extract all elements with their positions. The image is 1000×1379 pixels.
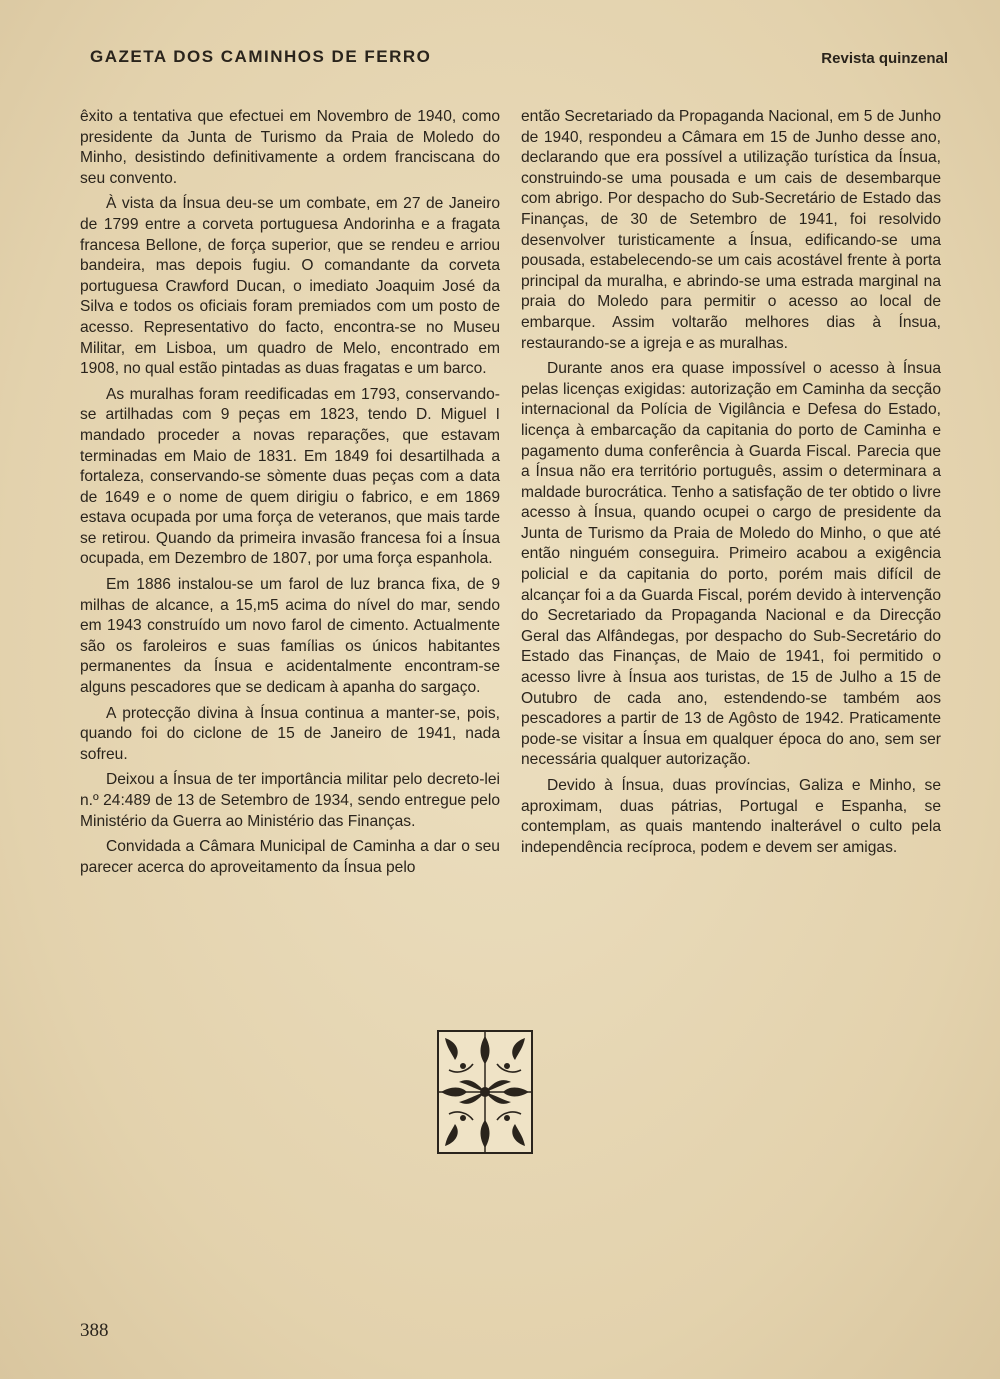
paragraph: Devido à Ínsua, duas províncias, Galiza e Minho, se aproximam, duas pátrias, Portugal e Espanha, se contemplam, as quais mantendo inalterável o culto pela independência recíproca, podem e devem ser amigas. [521, 777, 941, 856]
left-column [80, 107, 500, 883]
paragraph: Em 1886 instalou-se um farol de luz branca fixa, de 9 milhas de alcance, a 15,m5 acima do nível do mar, sendo em 1943 construído um novo farol de cimento. Actualmente são os faroleiros e suas famílias os únicos habitantes permanentes da Ínsua e acidentalmente encontram-se alguns pescadores que se dedicam à apanha do sargaço. [80, 576, 500, 697]
paragraph: Convidada a Câmara Municipal de Caminha a dar o seu parecer acerca do aproveitamento da Ínsua pelo [80, 838, 500, 876]
paragraph: As muralhas foram reedificadas em 1793, conservando-se artilhadas com 9 peças em 1823, tendo D. Miguel I mandado proceder a novas reparações, que estavam terminadas em Maio de 1831. Em 1849 foi desartilhada a fortaleza, conservando-se sòmente duas peças com a data de 1649 e o nome de quem dirigiu o fabrico, e em 1869 estava ocupada por uma força de veteranos, que mais tarde se retirou. Quando da primeira invasão francesa foi a Ínsua ocupada, em Dezembro de 1807, por uma força espanhola. [80, 385, 500, 568]
journal-title: GAZETA DOS CAMINHOS DE FERRO [90, 47, 432, 66]
paragraph: À vista da Ínsua deu-se um combate, em 27 de Janeiro de 1799 entre a corveta portuguesa Andorinha e a fragata francesa Bellone, de força superior, que se rendeu e arriou bandeira, mas depois fugiu. O comandante da corveta portuguesa Crawford Ducan, o imediato Joaquim José da Silva e todos os oficiais foram premiados com um posto de acesso. Representativo do facto, encontra-se no Museu Militar, em Lisboa, um quadro de Melo, encontrado em 1908, no qual estão pintadas as duas fragatas e um barco. [80, 195, 500, 378]
right-column [521, 107, 941, 863]
tile-ornament-icon [437, 1030, 533, 1154]
page-number: 388 [80, 1320, 109, 1341]
paragraph: Durante anos era quase impossível o acesso à Ínsua pelas licenças exigidas: autorização em Caminha da secção internacional da Polícia de Vigilância e Defesa do Estado, licença à embarcação da capitania do porto de Caminha e pagamento duma conferência à Guarda Fiscal. Parecia que a Ínsua não era território português, assim o determinara a maldade burocrática. Tenho a satisfação de ter obtido o livre acesso à Ínsua, quando ocupei o cargo de presidente da Junta de Turismo da Praia de Moledo do Minho, o que até então ninguém conseguira. Primeiro acabou a exigência policial e da capitania do porto, porém mais difícil de alcançar foi a da Guarda Fiscal, porém devido à intervenção do Secretariado da Propaganda Nacional e da Direcção Geral das Alfândegas, por despacho do Sub-Secretário do Estado das Finanças, de Maio de 1941, foi permitido o acesso livre à Ínsua aos turistas, de 15 de Julho a 15 de Outubro de cada ano, estendendo-se também aos pescadores a partir de 13 de Agôsto de 1942. Praticamente pode-se visitar a Ínsua em qualquer época do ano, sem ser necessária qualquer autorização. [521, 360, 941, 769]
paragraph: êxito a tentativa que efectuei em Novembro de 1940, como presidente da Junta de Turismo da Praia de Moledo do Minho, desistindo definitivamente a ordem franciscana do seu convento. [80, 108, 500, 187]
paragraph: Deixou a Ínsua de ter importância militar pelo decreto-lei n.º 24:489 de 13 de Setembro de 1934, sendo entregue pelo Ministério da Guerra ao Ministério das Finanças. [80, 771, 500, 830]
journal-subtitle: Revista quinzenal [821, 50, 948, 67]
paragraph: A protecção divina à Ínsua continua a manter-se, pois, quando foi do ciclone de 15 de Janeiro de 1941, nada sofreu. [80, 704, 500, 763]
paragraph: então Secretariado da Propaganda Nacional, em 5 de Junho de 1940, respondeu a Câmara em 15 de Junho desse ano, declarando que era possível a utilização turística da Ínsua, construindo-se uma pousada e um cais de desembarque com abrigo. Por despacho do Sub-Secretário de Estado das Finanças, de 30 de Setembro de 1941, foi resolvido desenvolver turisticamente a Ínsua, edificando-se uma pousada, estabelecendo-se um cais acostável frente à porta principal da muralha, e abrindo-se uma estrada marginal na praia do Moledo para permitir o acesso ao local de embarque. Assim voltarão melhores dias à Ínsua, restaurando-se a igreja e as muralhas. [521, 108, 941, 352]
